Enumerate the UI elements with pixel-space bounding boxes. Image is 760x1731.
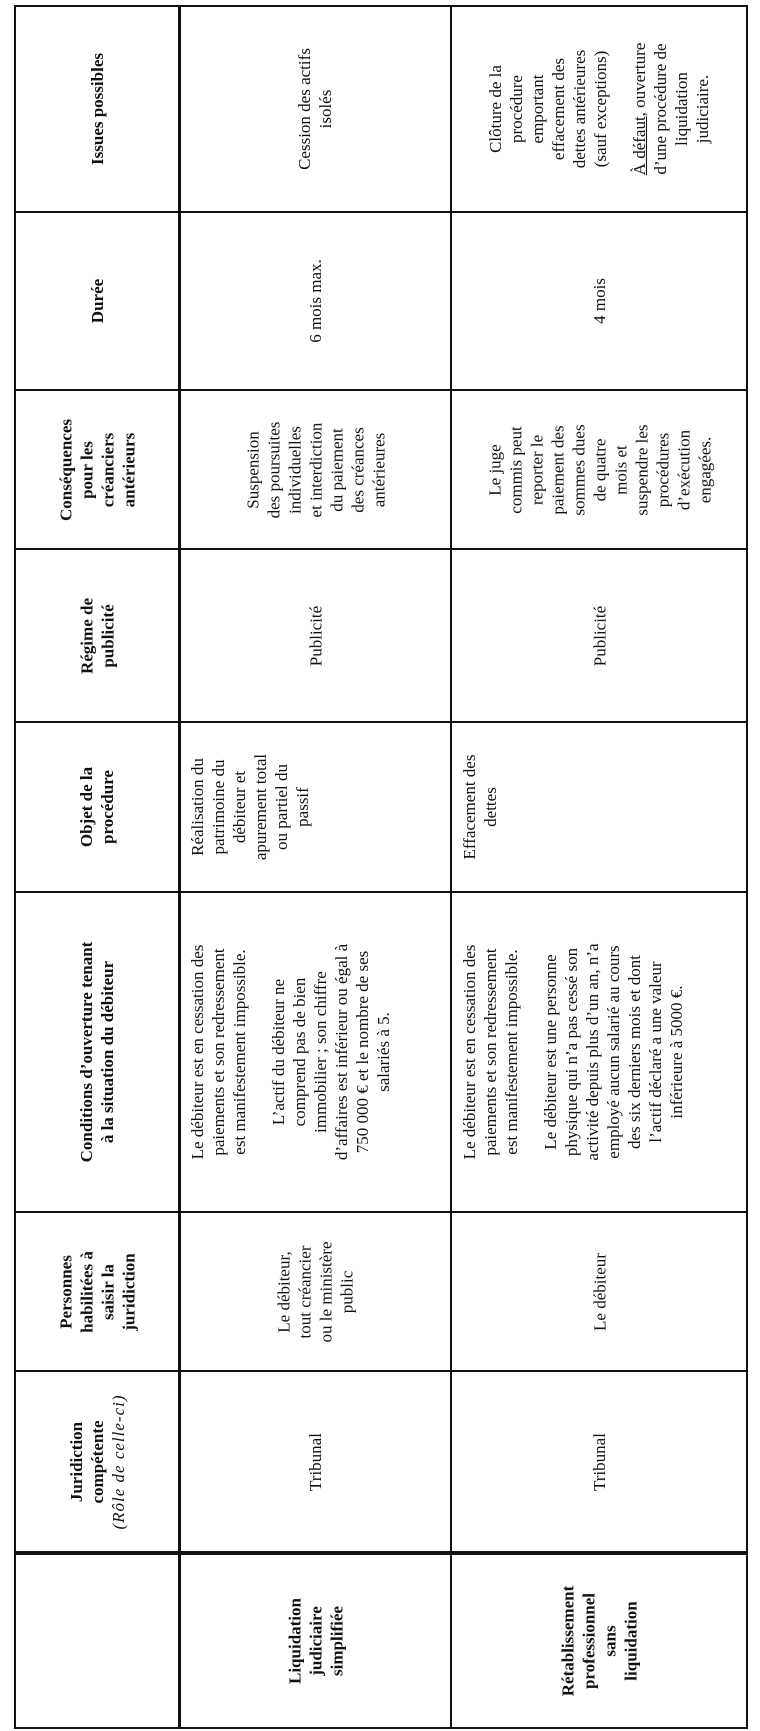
cell-conditions-lj [179, 892, 451, 1212]
consequences-rp-text: Le juge commis peut reporter le paiement des sommes dues de quatre mois et suspendre les procédures d’exécution engagées. [484, 423, 714, 516]
issues-rp-text-1: Clôture de la procédure emportant effacement des dettes antérieures (sauf exceptions) [486, 49, 610, 169]
cell-issues-lj [179, 6, 451, 212]
header-conditions-label: Conditions d’ouverture tenant à la situation du débiteur [77, 941, 117, 1163]
header-issues-label: Issues possibles [87, 53, 107, 165]
issues-rp-text-2 [629, 43, 713, 176]
conditions-lj-text-1: Le débiteur est en cessation des paiements et son redressement est manifestement impossible. [188, 944, 249, 1160]
header-issues [15, 6, 179, 212]
cell-personnes-rp [451, 1212, 747, 1371]
juridiction-rp-text: Tribunal [589, 1433, 609, 1491]
cell-objet-rp [451, 722, 747, 892]
procedure-liquidation-simplifiee [179, 1553, 451, 1728]
cell-publicite-lj [179, 549, 451, 722]
issues-lj-text: Cession des actifs isolés [295, 48, 335, 170]
personnes-lj-text: Le débiteur, tout créancier ou le ministère public [274, 1240, 356, 1343]
cell-juridiction-lj [179, 1371, 451, 1553]
header-personnes-label: Personnes habilitées à saisir la juridiction [56, 1250, 138, 1333]
cell-duree-lj [179, 212, 451, 390]
procedure-rp-label: Rétablissement professionnel sans liquidation [558, 1585, 640, 1696]
header-consequences [15, 390, 179, 549]
header-juridiction-note: (Rôle de celle-ci) [108, 1394, 128, 1530]
header-consequences-label: Conséquences pour les créanciers antérieurs [56, 418, 138, 521]
issues-rp-rest: , ouverture d’une procédure de liquidation judiciaire. [630, 42, 712, 175]
header-duree-label: Durée [87, 278, 107, 324]
objet-lj-text: Réalisation du patrimoine du débiteur et apurement total ou partiel du passif [188, 753, 312, 861]
cell-duree-rp [451, 212, 747, 390]
procedure-retablissement-professionnel [451, 1553, 747, 1728]
conditions-lj-text-2: L’actif du débiteur ne comprend pas de bien immobilier ; son chiffre d’affaires est inférieur ou égal à 750 000 € et le nombre de ses salariés à 5. [269, 943, 393, 1161]
header-objet [15, 722, 179, 892]
cell-juridiction-rp [451, 1371, 747, 1553]
issues-rp-underlined: À défaut [630, 116, 649, 176]
cell-conditions-rp [451, 892, 747, 1212]
cell-consequences-rp [451, 390, 747, 549]
personnes-rp-text: Le débiteur [589, 1252, 609, 1331]
header-personnes [15, 1212, 179, 1371]
corner-cell [15, 1553, 179, 1728]
juridiction-lj-text: Tribunal [305, 1433, 325, 1491]
header-juridiction [15, 1371, 179, 1553]
header-publicite [15, 549, 179, 722]
cell-consequences-lj [179, 390, 451, 549]
duree-lj-text: 6 mois max. [305, 259, 325, 343]
header-objet-label: Objet de la procédure [77, 766, 117, 848]
header-duree [15, 212, 179, 390]
duree-rp-text: 4 mois [589, 278, 609, 324]
cell-issues-rp [451, 6, 747, 212]
cell-objet-lj [179, 722, 451, 892]
conditions-rp-text-1: Le débiteur est en cessation des paiements et son redressement est manifestement impossible. [460, 944, 521, 1160]
publicite-lj-text: Publicité [305, 605, 325, 666]
procedure-lj-label: Liquidation judiciaire simplifiée [284, 1597, 346, 1684]
cell-personnes-lj [179, 1212, 451, 1371]
consequences-lj-text: Suspension des poursuites individuelles et interdiction du paiement des créances antérieures [242, 421, 388, 518]
publicite-rp-text: Publicité [589, 605, 609, 666]
conditions-rp-text-2: Le débiteur est une personne physique qui n’a pas cessé son activité depuis plus d’un an, n’a employé aucun salarié au cours des six derniers mois et dont l’actif déclaré a une valeur inférieure à 5000 €. [541, 943, 686, 1161]
cell-publicite-rp [451, 549, 747, 722]
objet-rp-text: Effacement des dettes [460, 754, 500, 860]
header-publicite-label: Régime de publicité [77, 597, 117, 674]
header-juridiction-label: Juridiction compétente [66, 1420, 107, 1504]
header-conditions [15, 892, 179, 1212]
